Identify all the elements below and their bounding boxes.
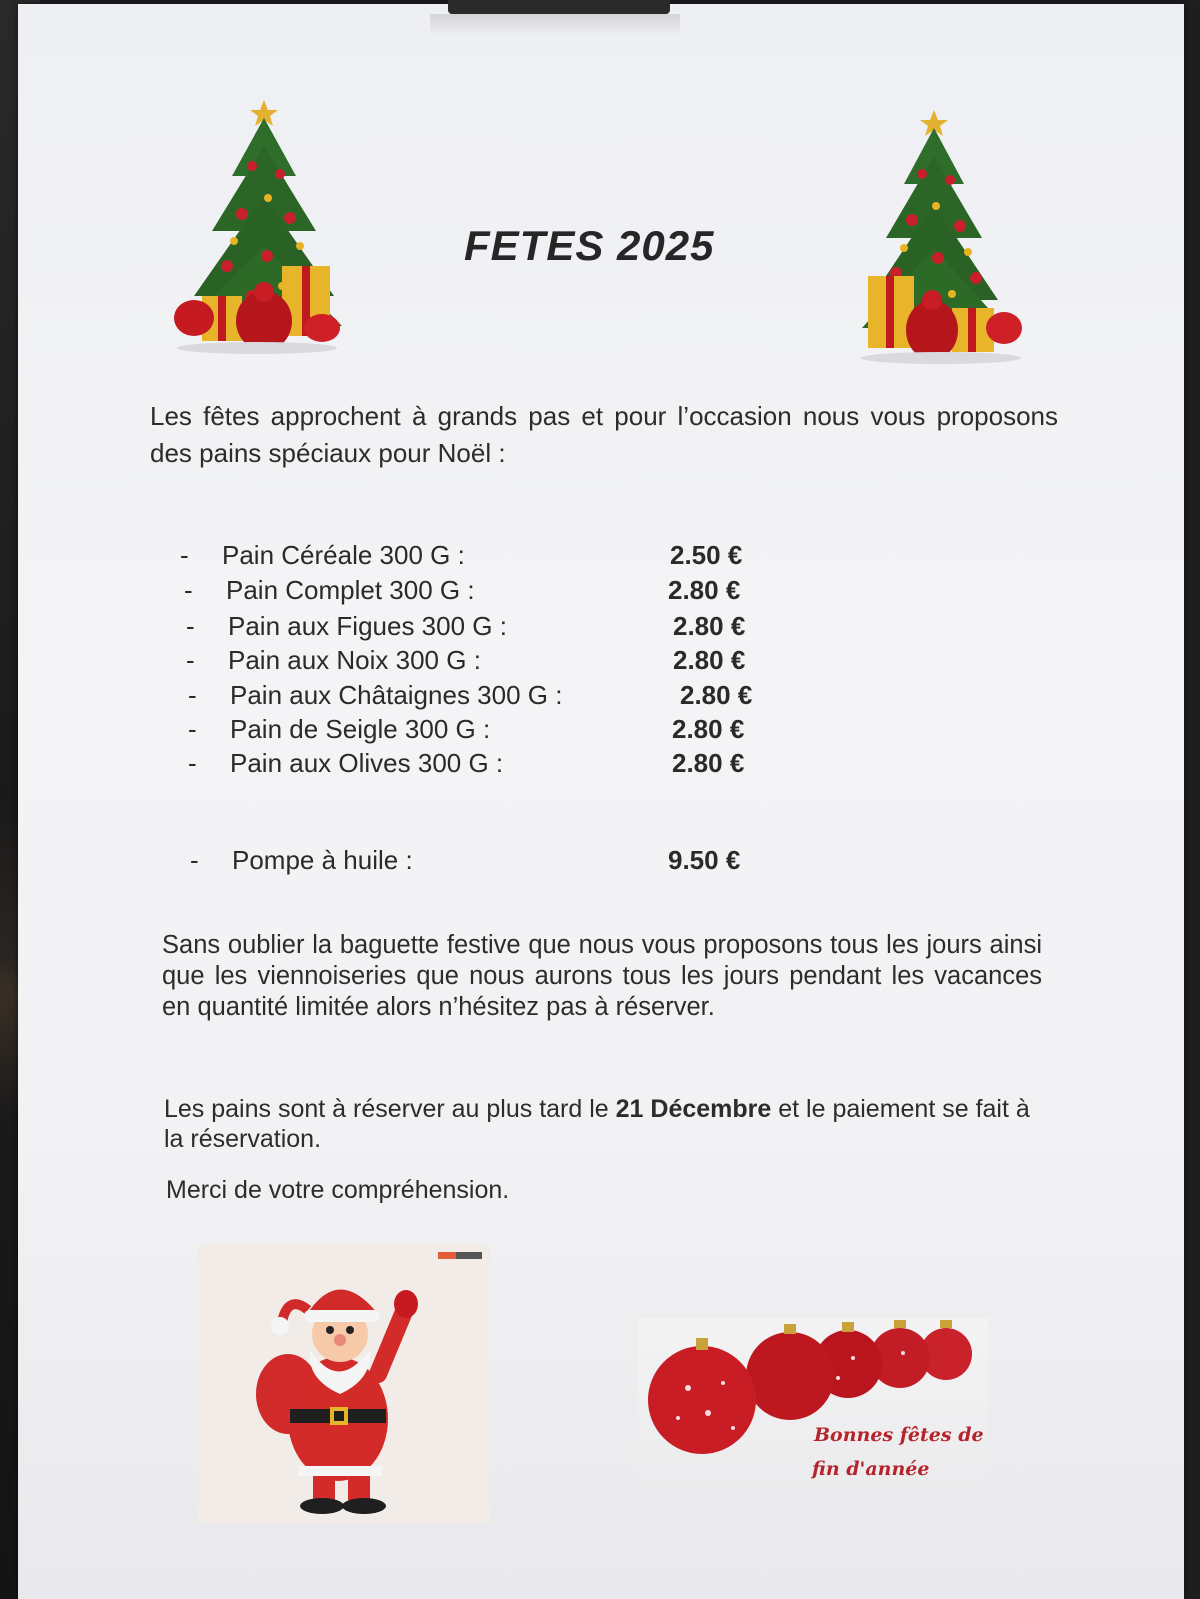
item-name: Pain de Seigle 300 G : bbox=[230, 714, 491, 744]
list-dash: - bbox=[190, 845, 199, 875]
item-name: Pain aux Olives 300 G : bbox=[230, 748, 504, 778]
item-name: Pain Complet 300 G : bbox=[226, 575, 475, 605]
reservation-text-before: Les pains sont à réserver au plus tard le bbox=[164, 1095, 616, 1123]
clip-shadow bbox=[430, 14, 680, 36]
list-dash: - bbox=[188, 748, 197, 778]
reservation-paragraph bbox=[164, 1094, 1044, 1154]
item-price: 2.80 € bbox=[673, 645, 746, 675]
item-price: 2.80 € bbox=[672, 748, 745, 778]
item-price: 2.80 € bbox=[668, 575, 741, 605]
reservation-date: 21 Décembre bbox=[615, 1095, 772, 1123]
page-title: FETES 2025 bbox=[464, 222, 715, 269]
item-price: 2.80 € bbox=[673, 611, 746, 641]
item-name: Pain aux Figues 300 G : bbox=[228, 611, 507, 641]
binder-clip bbox=[448, 0, 670, 14]
baguette-paragraph: Sans oublier la baguette festive que nous vous proposons tous les jours ainsi que les viennoiseries que nous aurons tous les jours pendant les vacances en quantité limitée alors n’hésitez pas à réserver. bbox=[162, 931, 1042, 1021]
list-dash: - bbox=[186, 645, 195, 675]
christmas-tree-left-icon bbox=[172, 96, 344, 361]
intro-paragraph: Les fêtes approchent à grands pas et pour l’occasion nous vous proposons des pains spéciaux pour Noël : bbox=[150, 401, 1058, 468]
item-price: 9.50 € bbox=[668, 845, 741, 875]
list-dash: - bbox=[188, 714, 197, 744]
greeting-line-2: fin d'année bbox=[812, 1458, 930, 1480]
greeting-line-1: Bonnes fêtes de bbox=[814, 1424, 984, 1446]
decor-bar bbox=[438, 1252, 482, 1259]
santa-claus-icon bbox=[198, 1244, 490, 1524]
item-price: 2.80 € bbox=[672, 714, 745, 744]
list-dash: - bbox=[184, 575, 193, 605]
item-price: 2.50 € bbox=[670, 540, 743, 570]
item-name: Pain Céréale 300 G : bbox=[222, 540, 465, 570]
santa-image bbox=[198, 1244, 490, 1524]
item-name: Pain aux Châtaignes 300 G : bbox=[230, 680, 563, 710]
list-dash: - bbox=[180, 540, 189, 570]
list-dash: - bbox=[188, 680, 197, 710]
ornaments-image bbox=[638, 1318, 988, 1494]
thanks-text: Merci de votre compréhension. bbox=[166, 1176, 510, 1204]
christmas-tree-right-icon bbox=[856, 108, 1028, 373]
item-name: Pain aux Noix 300 G : bbox=[228, 645, 481, 675]
reservation-text-after: et le paiement se fait à la réservation. bbox=[164, 1095, 1030, 1153]
list-dash: - bbox=[186, 611, 195, 641]
item-name: Pompe à huile : bbox=[232, 845, 413, 875]
item-price: 2.80 € bbox=[680, 680, 753, 710]
